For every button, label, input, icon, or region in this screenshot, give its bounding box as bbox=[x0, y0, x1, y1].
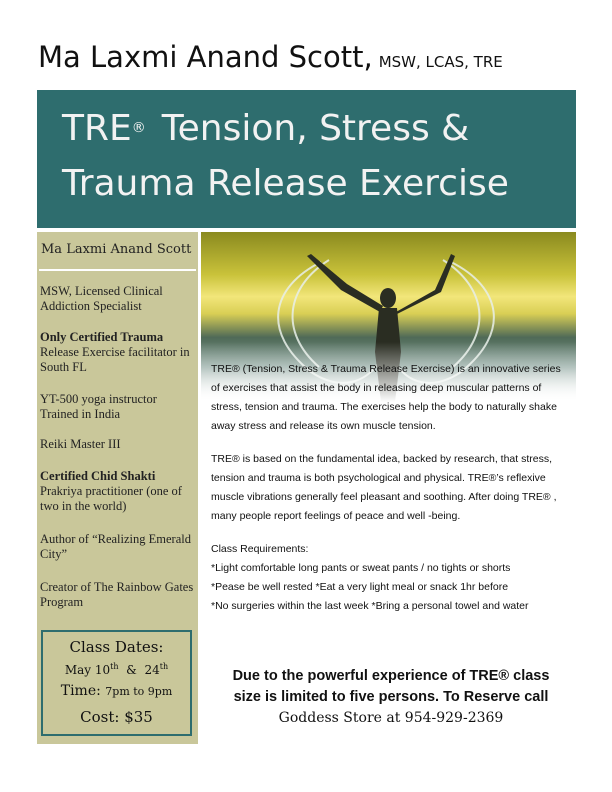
credentials: MSW, LCAS, TRE bbox=[378, 53, 503, 71]
class-dates bbox=[43, 662, 190, 677]
bio-item bbox=[40, 392, 196, 422]
bio-item-bold: Only Certified Trauma bbox=[40, 330, 164, 344]
research-paragraph: TRE® is based on the fundamental idea, backed by research, that stress, tension and trauma is both psychological and physical. TRE®’s reflexive muscle vibrations generally feel pleasant and soothing. After doing TRE® , many people report feelings of peace and well -being. bbox=[211, 453, 557, 522]
bio-item bbox=[40, 469, 196, 514]
class-time bbox=[43, 683, 190, 699]
bio-sidebar bbox=[37, 232, 198, 744]
cta-line-2: size is limited to five persons. To Reserve call bbox=[233, 689, 549, 705]
cta-phone-line: Goddess Store at 954-929-2369 bbox=[278, 710, 504, 726]
bio-item-text: Reiki Master III bbox=[40, 437, 121, 451]
bio-item bbox=[40, 330, 196, 375]
intro-paragraph: TRE® (Tension, Stress & Trauma Release Exercise) is an innovative series of exercises that assist the body in releasing deep muscular patterns of stress, tension and trauma. The exercises help the body to naturally shake away stress and release its own muscle tension. bbox=[211, 363, 561, 432]
bio-item-text: MSW, Licensed Clinical Addiction Specialist bbox=[40, 284, 163, 313]
class-info-box bbox=[41, 630, 192, 736]
bio-item-text: Prakriya practitioner (one of two in the world) bbox=[40, 484, 182, 513]
class-cost: Cost: $35 bbox=[80, 708, 153, 726]
ordinal-th: th bbox=[110, 662, 119, 671]
registered-mark: ® bbox=[131, 120, 146, 136]
reservation-callout bbox=[206, 666, 576, 729]
bio-item bbox=[40, 284, 196, 314]
sidebar-name: Ma Laxmi Anand Scott bbox=[41, 242, 192, 257]
bio-item-text: YT-500 yoga instructor Trained in India bbox=[40, 392, 157, 421]
title-line-1 bbox=[62, 108, 469, 149]
title-tre: TRE bbox=[62, 108, 132, 149]
requirement-item: *No surgeries within the last week *Bring a personal towel and water bbox=[211, 600, 529, 612]
class-dates-title: Class Dates: bbox=[69, 638, 164, 656]
time-value: 7pm to 9pm bbox=[105, 685, 173, 698]
practitioner-name: Ma Laxmi Anand Scott, bbox=[38, 40, 373, 74]
header-name-line bbox=[38, 40, 503, 74]
title-line1-rest: Tension, Stress & bbox=[161, 108, 470, 149]
requirement-item: *Light comfortable long pants or sweat pants / no tights or shorts bbox=[211, 562, 511, 574]
bio-item-text: Creator of The Rainbow Gates Program bbox=[40, 580, 194, 609]
date-second: & 24 bbox=[118, 663, 160, 677]
time-label: Time: bbox=[60, 683, 101, 699]
requirement-item: *Pease be well rested *Eat a very light meal or snack 1hr before bbox=[211, 581, 509, 593]
bio-item-text: Author of “Realizing Emerald City” bbox=[40, 532, 191, 561]
date-may: May 10 bbox=[64, 663, 111, 677]
ordinal-th: th bbox=[159, 662, 169, 671]
cta-line-1: Due to the powerful experience of TRE® class bbox=[232, 668, 550, 684]
sidebar-divider bbox=[39, 269, 196, 271]
bio-item bbox=[40, 580, 196, 610]
bio-item-bold: Certified Chid Shakti bbox=[40, 469, 156, 483]
bio-item-text: Release Exercise facilitator in South FL bbox=[40, 345, 190, 374]
requirements-title: Class Requirements: bbox=[211, 543, 309, 555]
bio-item bbox=[40, 532, 196, 562]
bio-item bbox=[40, 437, 196, 452]
title-line-2: Trauma Release Exercise bbox=[62, 163, 509, 204]
description-text bbox=[211, 360, 571, 616]
title-banner bbox=[37, 90, 576, 228]
